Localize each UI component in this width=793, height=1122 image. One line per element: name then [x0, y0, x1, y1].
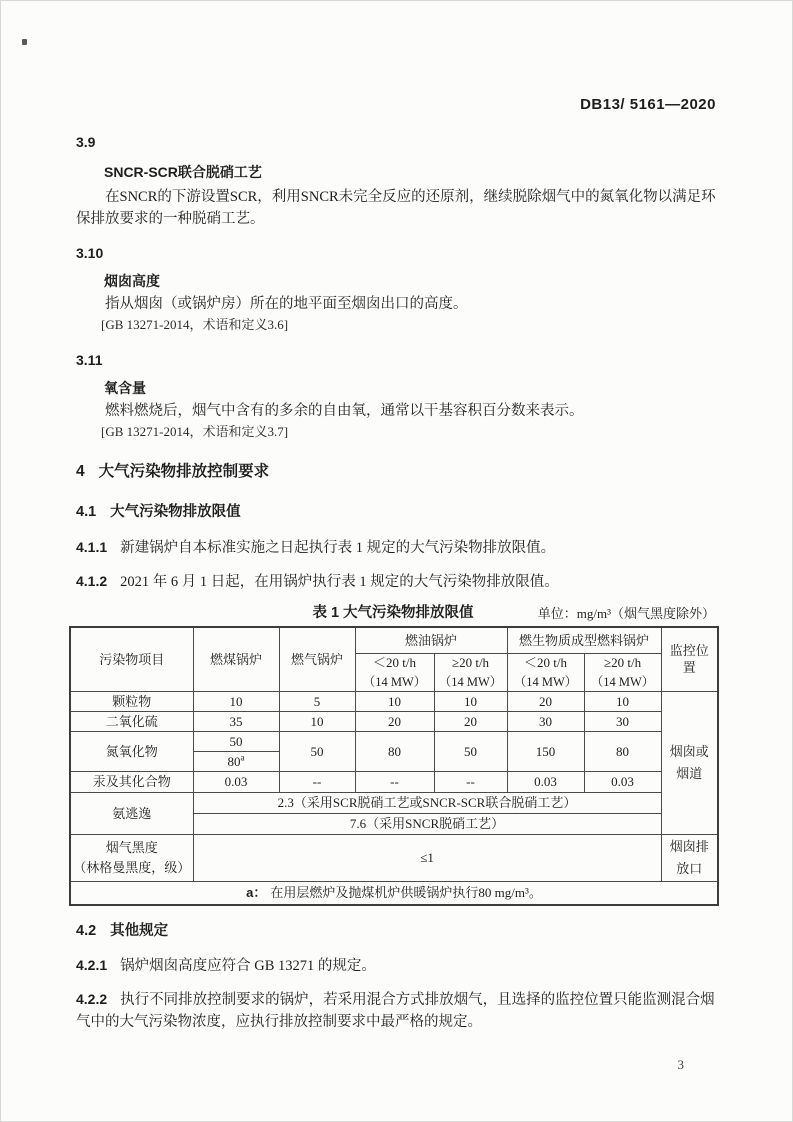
col-header-bio-lt20 [507, 653, 584, 691]
footnote-text: 在用层燃炉及抛煤机炉供暖锅炉执行80 mg/m³。 [270, 885, 542, 901]
term-definition-3-9: 在SNCR的下游设置SCR，利用SNCR未完全反应的还原剂，继续脱除烟气中的氮氧化物以满足环保排放要求的一种脱硝工艺。 [76, 189, 716, 227]
hg-oil-lt20-value: -- [355, 771, 434, 792]
scan-artifact [22, 39, 27, 45]
pm-oil-lt20-value: 10 [355, 691, 434, 711]
clause-4-2-1 [76, 954, 724, 977]
monitor-position-stack-or-flue: 烟囱或烟道 [661, 691, 718, 834]
clause-4-1-1-number: 4.1.1 [76, 539, 108, 555]
nox-coal-existing-value [193, 751, 279, 771]
clause-4-2-2-number: 4.2.2 [76, 991, 108, 1007]
clause-4-1-2-number: 4.1.2 [76, 573, 108, 589]
nh3-sncr-limit: 7.6（采用SNCR脱硝工艺） [193, 813, 661, 834]
table-1-emission-limits [69, 626, 719, 906]
nox-coal-existing-number: 80 [227, 753, 241, 769]
clause-4-2-2 [76, 988, 724, 1033]
chapter-4-heading [76, 462, 724, 482]
so2-gas-value: 10 [279, 711, 355, 731]
nox-bio-ge20-value: 80 [584, 731, 661, 771]
term-title-sncr-scr: SNCR-SCR联合脱硝工艺 [104, 164, 262, 180]
col-header-oil-boiler: 燃油锅炉 [355, 627, 507, 653]
section-4-2-title: 其他规定 [110, 923, 169, 939]
capacity-14mw-label: （14 MW） [513, 674, 578, 689]
hg-gas-value: -- [279, 771, 355, 792]
capacity-ge20-label: ≥20 t/h [603, 654, 642, 670]
smoke-blackness-label-line2: （林格曼黑度，级） [73, 859, 191, 875]
table-header-row-1 [70, 627, 718, 653]
hg-bio-ge20-value: 0.03 [584, 771, 661, 792]
capacity-lt20-label: ＜20 t/h [524, 654, 567, 670]
col-header-biomass-boiler: 燃生物质成型燃料锅炉 [507, 627, 661, 653]
reference-note-3-10: [GB 13271-2014，术语和定义3.6] [101, 317, 289, 332]
table-row-particulate [70, 691, 718, 711]
capacity-14mw-label: （14 MW） [590, 674, 655, 689]
footnote-ref-a: a [240, 752, 245, 763]
nox-oil-lt20-value: 80 [355, 731, 434, 771]
table-row-ammonia-scr [70, 792, 718, 813]
pm-gas-value: 5 [279, 691, 355, 711]
row-label-particulate: 颗粒物 [70, 691, 193, 711]
row-label-so2: 二氧化硫 [70, 711, 193, 731]
so2-bio-ge20-value: 30 [584, 711, 661, 731]
clause-4-1-1 [76, 536, 724, 559]
nox-coal-new-value: 50 [193, 731, 279, 751]
clause-number-3-10: 3.10 [76, 245, 104, 261]
pm-oil-ge20-value: 10 [434, 691, 507, 711]
capacity-ge20-label: ≥20 t/h [451, 654, 490, 670]
table-row-so2 [70, 711, 718, 731]
clause-4-2-2-text: 执行不同排放控制要求的锅炉，若采用混合方式排放烟气，且选择的监控位置只能监测混合烟气中的大气污染物浓度，应执行排放控制要求中最严格的规定。 [76, 992, 715, 1030]
standard-code: DB13/ 5161—2020 [580, 96, 716, 113]
nh3-scr-limit: 2.3（采用SCR脱硝工艺或SNCR-SCR联合脱硝工艺） [193, 792, 661, 813]
clause-4-2-1-number: 4.2.1 [76, 957, 108, 973]
pm-coal-value: 10 [193, 691, 279, 711]
nox-oil-ge20-value: 50 [434, 731, 507, 771]
col-header-monitor-position: 监控位置 [661, 627, 718, 691]
section-4-2-heading [76, 922, 724, 941]
smoke-blackness-label-line1: 烟气黑度 [105, 839, 158, 855]
row-label-ammonia-slip: 氨逃逸 [70, 792, 193, 834]
clause-4-1-2 [76, 570, 724, 593]
clause-number-3-9: 3.9 [76, 134, 96, 150]
pm-bio-ge20-value: 10 [584, 691, 661, 711]
section-4-1-title: 大气污染物排放限值 [110, 504, 241, 520]
table-1-unit-label: 单位：mg/m³（烟气黑度除外） [537, 606, 715, 621]
row-label-smoke-blackness [70, 834, 193, 881]
clause-4-2-1-text: 锅炉烟囱高度应符合 GB 13271 的规定。 [120, 958, 376, 974]
page-number: 3 [677, 1057, 684, 1072]
reference-note-3-11: [GB 13271-2014，术语和定义3.7] [101, 424, 289, 439]
so2-oil-lt20-value: 20 [355, 711, 434, 731]
hg-bio-lt20-value: 0.03 [507, 771, 584, 792]
table-row-nox-upper [70, 731, 718, 751]
chapter-4-title: 大气污染物排放控制要求 [98, 463, 270, 480]
nox-gas-value: 50 [279, 731, 355, 771]
capacity-14mw-label: （14 MW） [438, 674, 503, 689]
smoke-blackness-value: ≤1 [193, 834, 661, 881]
table-footnote [70, 881, 718, 905]
term-title-stack-height: 烟囱高度 [104, 273, 160, 289]
so2-bio-lt20-value: 30 [507, 711, 584, 731]
col-header-bio-ge20 [584, 653, 661, 691]
table-row-mercury [70, 771, 718, 792]
table-1-caption: 表 1 大气污染物排放限值 [312, 605, 474, 621]
so2-coal-value: 35 [193, 711, 279, 731]
page-content [1, 1, 792, 1073]
clause-4-1-2-text: 2021 年 6 月 1 日起，在用锅炉执行表 1 规定的大气污染物排放限值。 [120, 574, 559, 590]
footnote-marker: a： [246, 885, 267, 901]
section-4-1-number: 4.1 [76, 504, 97, 520]
term-definition-3-11: 燃料燃烧后，烟气中含有的多余的自由氧，通常以干基容积百分数来表示。 [105, 403, 584, 419]
section-4-1-heading [76, 503, 724, 522]
col-header-pollutant: 污染物项目 [70, 627, 193, 691]
nox-bio-lt20-value: 150 [507, 731, 584, 771]
col-header-gas-boiler: 燃气锅炉 [279, 627, 355, 691]
section-4-2-number: 4.2 [76, 923, 97, 939]
row-label-nox: 氮氧化物 [70, 731, 193, 771]
clause-4-1-1-text: 新建锅炉自本标准实施之日起执行表 1 规定的大气污染物排放限值。 [120, 540, 556, 556]
monitor-position-stack-outlet: 烟囱排放口 [661, 834, 718, 881]
col-header-oil-ge20 [434, 653, 507, 691]
table-row-smoke-blackness [70, 834, 718, 881]
col-header-coal-boiler: 燃煤锅炉 [193, 627, 279, 691]
hg-coal-value: 0.03 [193, 771, 279, 792]
table-1-caption-row [69, 603, 717, 623]
table-footnote-row [70, 881, 718, 905]
capacity-14mw-label: （14 MW） [362, 674, 427, 689]
term-definition-3-10: 指从烟囱（或锅炉房）所在的地平面至烟囱出口的高度。 [105, 296, 468, 312]
col-header-oil-lt20 [355, 653, 434, 691]
chapter-4-number: 4 [76, 463, 85, 480]
term-title-oxygen-content: 氧含量 [104, 380, 146, 396]
clause-number-3-11: 3.11 [76, 352, 103, 368]
pm-bio-lt20-value: 20 [507, 691, 584, 711]
hg-oil-ge20-value: -- [434, 771, 507, 792]
row-label-mercury: 汞及其化合物 [70, 771, 193, 792]
capacity-lt20-label: ＜20 t/h [373, 654, 416, 670]
so2-oil-ge20-value: 20 [434, 711, 507, 731]
